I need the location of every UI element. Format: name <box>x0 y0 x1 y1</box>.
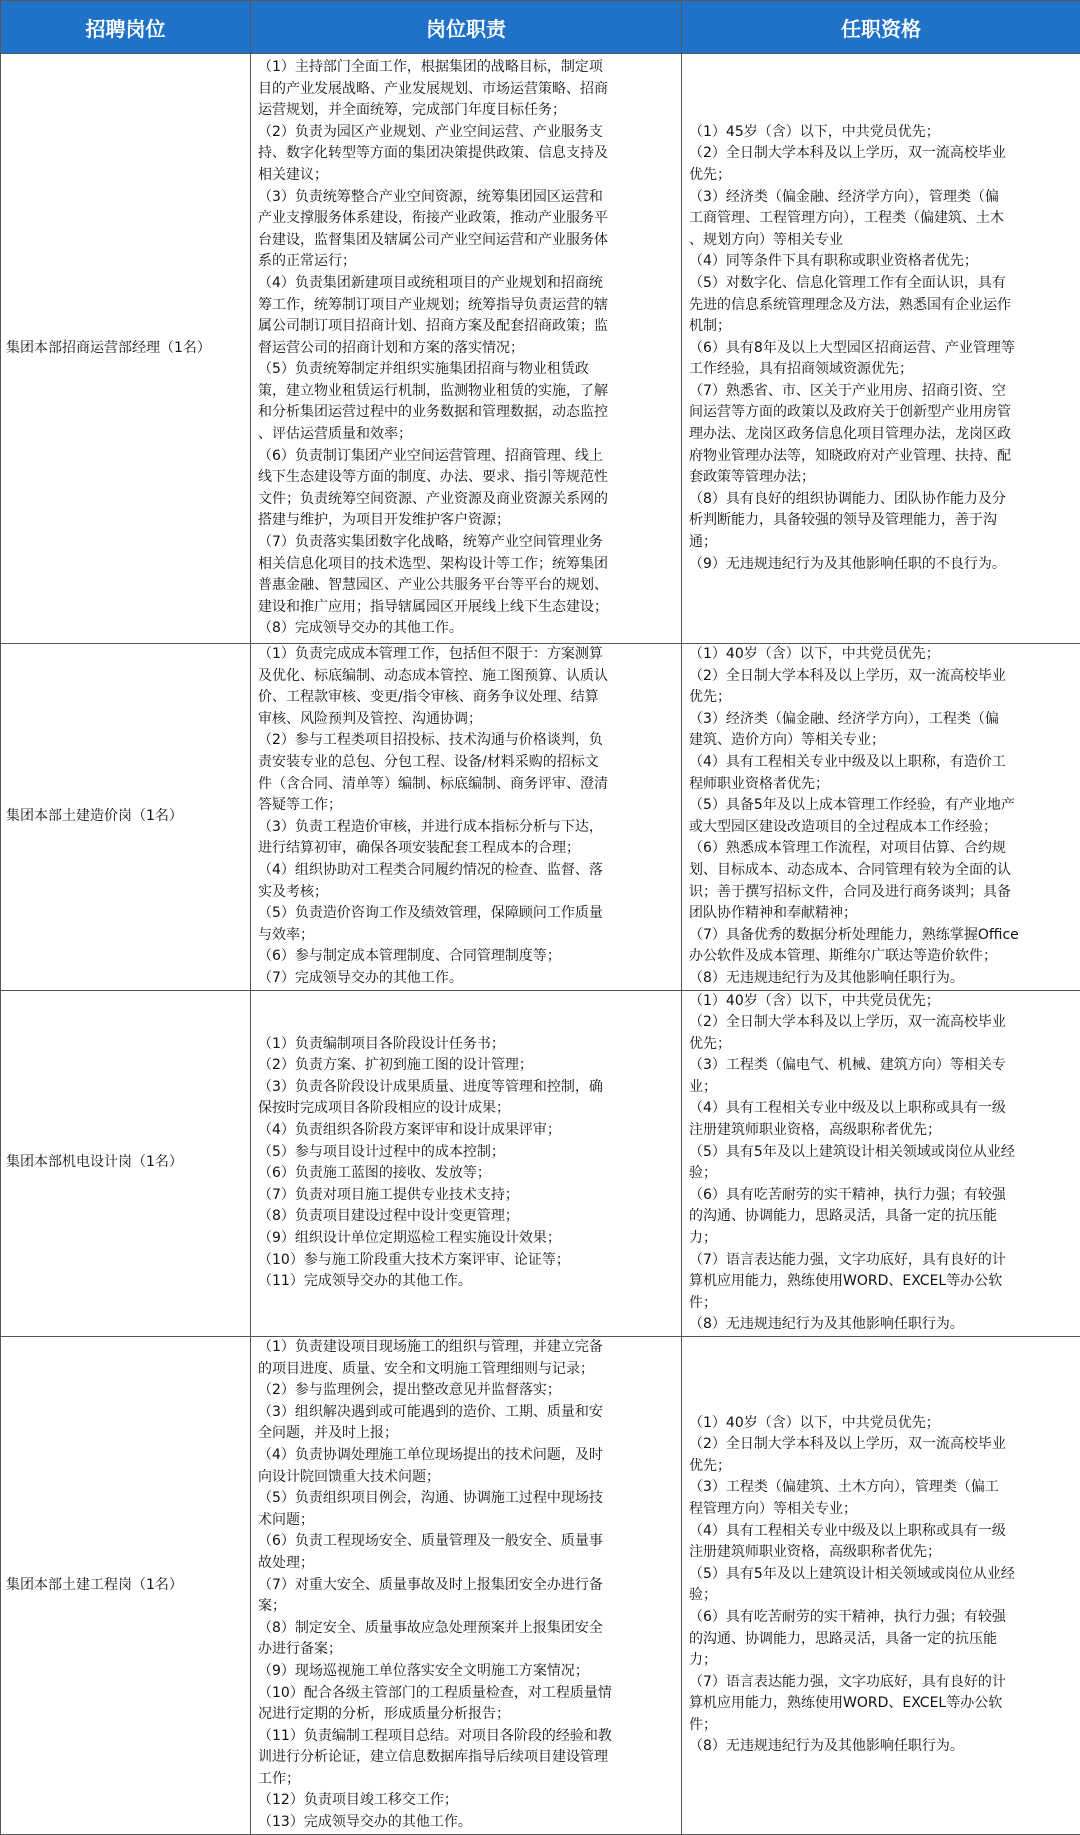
duty-line: （8）完成领导交办的其他工作。 <box>258 618 675 640</box>
qualification-line: 的沟通、协调能力，思路灵活，具备一定的抗压能 <box>689 1206 1074 1228</box>
duty-line: 实及考核； <box>258 882 675 904</box>
qualification-line: （2）全日制大学本科及以上学历，双一流高校毕业 <box>689 666 1074 688</box>
qualification-line: 府物业管理办法等，知晓政府对产业管理、扶持、配 <box>689 446 1074 468</box>
duty-line: （1）主持部门全面工作，根据集团的战略目标，制定项 <box>258 57 675 79</box>
qualification-line: 业； <box>689 1077 1074 1099</box>
qualification-line: （7）语言表达能力强，文字功底好，具有良好的计 <box>689 1250 1074 1272</box>
duty-line: 故处理； <box>258 1553 675 1575</box>
duty-line: （5）负责造价咨询工作及绩效管理，保障顾问工作质量 <box>258 903 675 925</box>
table-header-row <box>1 1 1080 54</box>
qualification-line: 建筑、造价方向）等相关专业； <box>689 730 1074 752</box>
duty-line: （2）负责方案、扩初到施工图的设计管理； <box>258 1055 675 1077</box>
qualification-line: （6）具有吃苦耐劳的实干精神，执行力强；有较强 <box>689 1185 1074 1207</box>
qualification-line: （3）工程类（偏建筑、土木方向），管理类（偏工 <box>689 1477 1074 1499</box>
duty-line: 、评估运营质量和效率； <box>258 424 675 446</box>
qualification-line: 通； <box>689 532 1074 554</box>
duty-line: （7）完成领导交办的其他工作。 <box>258 968 675 990</box>
duty-line: （2）参与监理例会，提出整改意见并监督落实； <box>258 1380 675 1402</box>
qualification-line: （8）无违规违纪行为及其他影响任职行为。 <box>689 1736 1074 1758</box>
duty-line: （3）负责统筹整合产业空间资源，统筹集团园区运营和 <box>258 187 675 209</box>
qualification-line: 析判断能力，具备较强的领导及管理能力，善于沟 <box>689 510 1074 532</box>
header-duties: 岗位职责 <box>251 1 682 54</box>
duty-line: 保按时完成项目各阶段相应的设计成果； <box>258 1098 675 1120</box>
duty-line: （8）制定安全、质量事故应急处理预案并上报集团安全 <box>258 1618 675 1640</box>
qualification-line: 验； <box>689 1163 1074 1185</box>
duty-line: 相关建议； <box>258 165 675 187</box>
qualification-line: （4）具有工程相关专业中级及以上职称或具有一级 <box>689 1521 1074 1543</box>
duty-line: （4）负责协调处理施工单位现场提出的技术问题，及时 <box>258 1445 675 1467</box>
duty-line: 产业支撑服务体系建设，衔接产业政策，推动产业服务平 <box>258 208 675 230</box>
qualification-line: （4）具有工程相关专业中级及以上职称，有造价工 <box>689 752 1074 774</box>
duty-line: 督运营公司的招商计划和方案的落实情况； <box>258 338 675 360</box>
duty-line: 术问题； <box>258 1510 675 1532</box>
duty-line: 文件；负责统筹空间资源、产业资源及商业资源关系网的 <box>258 489 675 511</box>
qualification-line: 机制； <box>689 316 1074 338</box>
duty-line: （1）负责完成成本管理工作，包括但不限于：方案测算 <box>258 644 675 666</box>
qualifications-cell <box>682 644 1080 991</box>
qualification-line: 优先； <box>689 1456 1074 1478</box>
table-row <box>1 990 1080 1337</box>
qualification-line: （1）45岁（含）以下，中共党员优先； <box>689 122 1074 144</box>
duty-line: 普惠金融、智慧园区、产业公共服务平台等平台的规划、 <box>258 575 675 597</box>
qualification-line: （5）具有5年及以上建筑设计相关领域或岗位从业经 <box>689 1142 1074 1164</box>
duty-line: （6）负责施工蓝图的接收、发放等； <box>258 1163 675 1185</box>
duty-line: 责安装专业的总包、分包工程、设备/材料采购的招标文 <box>258 752 675 774</box>
duty-line: （8）负责项目建设过程中设计变更管理； <box>258 1206 675 1228</box>
table-row <box>1 644 1080 991</box>
qualification-line: 识；善于撰写招标文件，合同及进行商务谈判；具备 <box>689 882 1074 904</box>
duty-line: （10）参与施工阶段重大技术方案评审、论证等； <box>258 1250 675 1272</box>
qualification-line: 优先； <box>689 165 1074 187</box>
qualification-line: 程师职业资格者优先； <box>689 774 1074 796</box>
qualification-line: 算机应用能力，熟练使用WORD、EXCEL等办公软 <box>689 1693 1074 1715</box>
duty-line: 及优化、标底编制、动态成本管控、施工图预算、认质认 <box>258 666 675 688</box>
duty-line: 办进行备案； <box>258 1639 675 1661</box>
duty-line: 相关信息化项目的技术选型、架构设计等工作；统筹集团 <box>258 554 675 576</box>
qualification-line: （8）具有良好的组织协调能力、团队协作能力及分 <box>689 489 1074 511</box>
duty-line: 属公司制订项目招商计划、招商方案及配套招商政策；监 <box>258 316 675 338</box>
qualification-line: 先进的信息系统管理理念及方法，熟悉国有企业运作 <box>689 295 1074 317</box>
duty-line: （5）负责统筹制定并组织实施集团招商与物业租赁政 <box>258 359 675 381</box>
qualification-line: 理办法、龙岗区政务信息化项目管理办法，龙岗区政 <box>689 424 1074 446</box>
qualification-line: （7）语言表达能力强，文字功底好，具有良好的计 <box>689 1672 1074 1694</box>
duty-line: 答疑等工作； <box>258 795 675 817</box>
qualification-line: 优先； <box>689 1034 1074 1056</box>
position-cell: 集团本部机电设计岗（1名） <box>1 990 251 1337</box>
duty-line: （12）负责项目竣工移交工作； <box>258 1790 675 1812</box>
duty-line: 案； <box>258 1596 675 1618</box>
qualification-line: 、规划方向）等相关专业 <box>689 230 1074 252</box>
duty-line: 建设和推广应用；指导辖属园区开展线上线下生态建设； <box>258 597 675 619</box>
duties-cell <box>251 54 682 644</box>
qualification-line: （4）同等条件下具有职称或职业资格者优先； <box>689 251 1074 273</box>
qualification-line: （4）具有工程相关专业中级及以上职称或具有一级 <box>689 1098 1074 1120</box>
qualification-line: （7）熟悉省、市、区关于产业用房、招商引资、空 <box>689 381 1074 403</box>
qualification-line: （5）对数字化、信息化管理工作有全面认识，具有 <box>689 273 1074 295</box>
duty-line: 与效率； <box>258 925 675 947</box>
qualification-line: （1）40岁（含）以下，中共党员优先； <box>689 1413 1074 1435</box>
qualification-line: 办公软件及成本管理、斯维尔广联达等造价软件； <box>689 946 1074 968</box>
qualification-line: （6）具有吃苦耐劳的实干精神，执行力强；有较强 <box>689 1607 1074 1629</box>
duty-line: 筹工作，统筹制订项目产业规划；统筹指导负责运营的辖 <box>258 295 675 317</box>
qualification-line: （5）具有5年及以上建筑设计相关领域或岗位从业经 <box>689 1564 1074 1586</box>
duty-line: （3）组织解决遇到或可能遇到的造价、工期、质量和安 <box>258 1402 675 1424</box>
duty-line: （7）负责对项目施工提供专业技术支持； <box>258 1185 675 1207</box>
duties-cell <box>251 1337 682 1835</box>
position-cell: 集团本部土建工程岗（1名） <box>1 1337 251 1835</box>
table-row <box>1 54 1080 644</box>
qualification-line: （2）全日制大学本科及以上学历，双一流高校毕业 <box>689 1012 1074 1034</box>
qualification-line: （3）经济类（偏金融、经济学方向），工程类（偏 <box>689 709 1074 731</box>
qualification-line: （7）具备优秀的数据分析处理能力，熟练掌握Office <box>689 925 1074 947</box>
duty-line: （11）负责编制工程项目总结。对项目各阶段的经验和教 <box>258 1726 675 1748</box>
qualification-line: （2）全日制大学本科及以上学历，双一流高校毕业 <box>689 143 1074 165</box>
qualification-line: 力； <box>689 1228 1074 1250</box>
qualification-line: （2）全日制大学本科及以上学历，双一流高校毕业 <box>689 1434 1074 1456</box>
duty-line: （4）负责集团新建项目或统租项目的产业规划和招商统 <box>258 273 675 295</box>
qualification-line: （6）具有8年及以上大型园区招商运营、产业管理等 <box>689 338 1074 360</box>
qualification-line: （3）经济类（偏金融、经济学方向），管理类（偏 <box>689 187 1074 209</box>
duty-line: 进行结算初审，确保各项安装配套工程成本的合理； <box>258 838 675 860</box>
duty-line: （2）负责为园区产业规划、产业空间运营、产业服务支 <box>258 122 675 144</box>
duty-line: 的项目进度、质量、安全和文明施工管理细则与记录； <box>258 1359 675 1381</box>
duty-line: （7）负责落实集团数字化战略，统筹产业空间管理业务 <box>258 532 675 554</box>
duty-line: 持、数字化转型等方面的集团决策提供政策、信息支持及 <box>258 143 675 165</box>
duty-line: （9）组织设计单位定期巡检工程实施设计效果； <box>258 1228 675 1250</box>
duty-line: 件（含合同、清单等）编制、标底编制、商务评审、澄清 <box>258 774 675 796</box>
qualification-line: 套政策等管理办法； <box>689 467 1074 489</box>
duty-line: （10）配合各级主管部门的工程质量检查，对工程质量情 <box>258 1683 675 1705</box>
duty-line: 目的产业发展战略、产业发展规划、市场运营策略、招商 <box>258 79 675 101</box>
duty-line: 运营规划，并全面统筹，完成部门年度目标任务； <box>258 100 675 122</box>
position-cell: 集团本部招商运营部经理（1名） <box>1 54 251 644</box>
qualification-line: 力； <box>689 1650 1074 1672</box>
qualification-line: 间运营等方面的政策以及政府关于创新型产业用房管 <box>689 402 1074 424</box>
qualification-line: （6）熟悉成本管理工作流程，对项目估算、合约规 <box>689 838 1074 860</box>
duty-line: （5）参与项目设计过程中的成本控制； <box>258 1142 675 1164</box>
duties-cell <box>251 990 682 1337</box>
header-position: 招聘岗位 <box>1 1 251 54</box>
duty-line: 工作； <box>258 1769 675 1791</box>
duty-line: 全问题，并及时上报； <box>258 1423 675 1445</box>
qualification-line: 工作经验，具有招商领域资源优先； <box>689 359 1074 381</box>
header-qualifications: 任职资格 <box>682 1 1080 54</box>
qualification-line: 工商管理、工程管理方向），工程类（偏建筑、土木 <box>689 208 1074 230</box>
duty-line: 策，建立物业租赁运行机制，监测物业租赁的实施，了解 <box>258 381 675 403</box>
qualification-line: （8）无违规违纪行为及其他影响任职行为。 <box>689 1314 1074 1336</box>
duty-line: （4）组织协助对工程类合同履约情况的检查、监督、落 <box>258 860 675 882</box>
duty-line: （5）负责组织项目例会，沟通、协调施工过程中现场技 <box>258 1488 675 1510</box>
qualification-line: （5）具备5年及以上成本管理工作经验，有产业地产 <box>689 795 1074 817</box>
duty-line: （1）负责建设项目现场施工的组织与管理，并建立完备 <box>258 1337 675 1359</box>
duty-line: （3）负责各阶段设计成果质量、进度等管理和控制，确 <box>258 1077 675 1099</box>
duty-line: （2）参与工程类项目招投标、技术沟通与价格谈判，负 <box>258 730 675 752</box>
duty-line: 线下生态建设等方面的制度、办法、要求、指引等规范性 <box>258 467 675 489</box>
duty-line: （13）完成领导交办的其他工作。 <box>258 1812 675 1834</box>
duty-line: 价、工程款审核、变更/指令审核、商务争议处理、结算 <box>258 687 675 709</box>
qualification-line: 注册建筑师职业资格，高级职称者优先； <box>689 1120 1074 1142</box>
duty-line: （3）负责工程造价审核，并进行成本指标分析与下达， <box>258 817 675 839</box>
qualification-line: （1）40岁（含）以下，中共党员优先； <box>689 644 1074 666</box>
qualification-line: （8）无违规违纪行为及其他影响任职行为。 <box>689 968 1074 990</box>
qualification-line: 划、目标成本、动态成本、合同管理有较为全面的认 <box>689 860 1074 882</box>
qualifications-cell <box>682 1337 1080 1835</box>
duty-line: 审核、风险预判及管控、沟通协调； <box>258 709 675 731</box>
qualification-line: （3）工程类（偏电气、机械、建筑方向）等相关专 <box>689 1055 1074 1077</box>
table-row <box>1 1337 1080 1835</box>
qualification-line: 团队协作精神和奉献精神； <box>689 903 1074 925</box>
qualifications-cell <box>682 990 1080 1337</box>
qualification-line: 优先； <box>689 687 1074 709</box>
qualification-line: 验； <box>689 1585 1074 1607</box>
duty-line: 台建设，监督集团及辖属公司产业空间运营和产业服务体 <box>258 230 675 252</box>
duty-line: 搭建与维护，为项目开发维护客户资源； <box>258 510 675 532</box>
duty-line: 向设计院回馈重大技术问题； <box>258 1467 675 1489</box>
qualification-line: 算机应用能力，熟练使用WORD、EXCEL等办公软 <box>689 1271 1074 1293</box>
qualification-line: 的沟通、协调能力，思路灵活，具备一定的抗压能 <box>689 1629 1074 1651</box>
qualifications-cell <box>682 54 1080 644</box>
qualification-line: 或大型园区建设改造项目的全过程成本工作经验； <box>689 817 1074 839</box>
qualification-line: 件； <box>689 1293 1074 1315</box>
duty-line: （9）现场巡视施工单位落实安全文明施工方案情况； <box>258 1661 675 1683</box>
qualification-line: 件； <box>689 1715 1074 1737</box>
qualification-line: 注册建筑师职业资格，高级职称者优先； <box>689 1542 1074 1564</box>
duty-line: （4）负责组织各阶段方案评审和设计成果评审； <box>258 1120 675 1142</box>
duty-line: 和分析集团运营过程中的业务数据和管理数据，动态监控 <box>258 402 675 424</box>
duties-cell <box>251 644 682 991</box>
duty-line: 系的正常运行； <box>258 251 675 273</box>
duty-line: （6）负责制订集团产业空间运营管理、招商管理、线上 <box>258 446 675 468</box>
duty-line: 训进行分析论证，建立信息数据库指导后续项目建设管理 <box>258 1747 675 1769</box>
qualification-line: （1）40岁（含）以下，中共党员优先； <box>689 991 1074 1013</box>
duty-line: 况进行定期的分析，形成质量分析报告； <box>258 1704 675 1726</box>
duty-line: （1）负责编制项目各阶段设计任务书； <box>258 1034 675 1056</box>
position-cell: 集团本部土建造价岗（1名） <box>1 644 251 991</box>
duty-line: （11）完成领导交办的其他工作。 <box>258 1271 675 1293</box>
duty-line: （6）负责工程现场安全、质量管理及一般安全、质量事 <box>258 1531 675 1553</box>
qualification-line: （9）无违规违纪行为及其他影响任职的不良行为。 <box>689 554 1074 576</box>
duty-line: （6）参与制定成本管理制度、合同管理制度等； <box>258 946 675 968</box>
duty-line: （7）对重大安全、质量事故及时上报集团安全办进行备 <box>258 1575 675 1597</box>
qualification-line: 程管理方向）等相关专业； <box>689 1499 1074 1521</box>
